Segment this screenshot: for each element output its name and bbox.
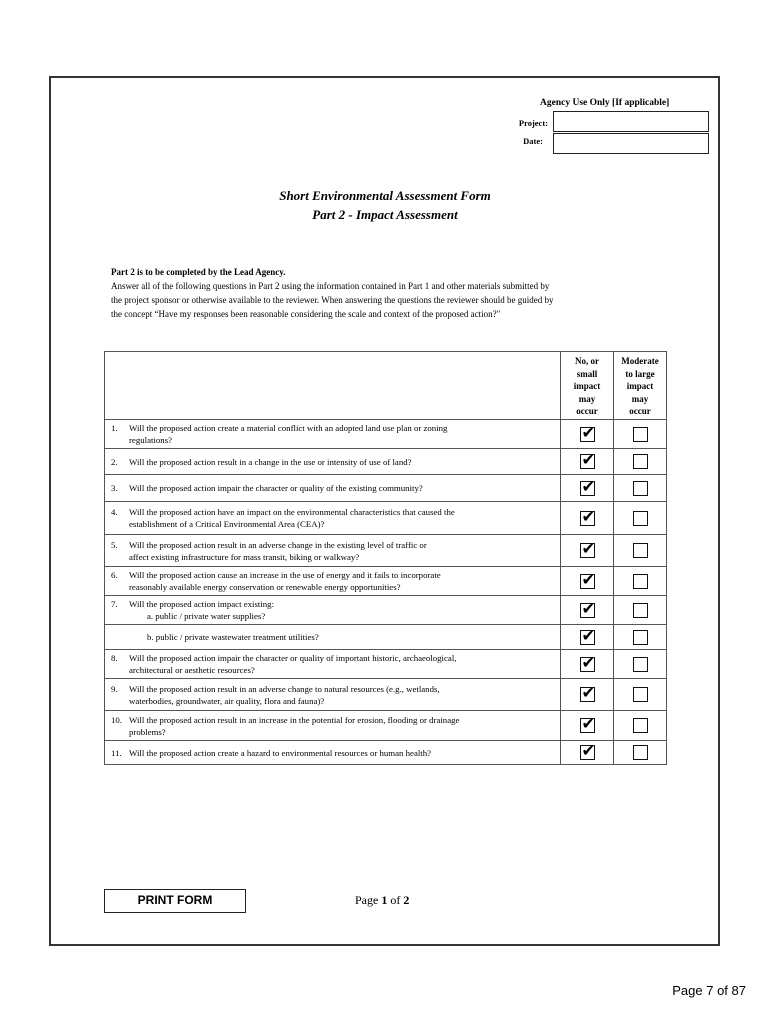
no-small-impact-checkbox-cell (561, 650, 614, 679)
question-text-cell (105, 741, 561, 765)
moderate-large-impact-checkbox-cell (614, 449, 667, 475)
no-small-impact-checkbox[interactable] (580, 506, 595, 526)
question-header-cell (105, 352, 561, 420)
checkmark-icon: ✔ (581, 506, 595, 526)
moderate-large-impact-checkbox-cell (614, 567, 667, 596)
question-number: 11. (111, 747, 122, 758)
table-row (105, 650, 667, 679)
table-row (105, 420, 667, 449)
checkmark-icon: ✔ (581, 714, 595, 733)
no-small-impact-checkbox[interactable] (580, 539, 595, 558)
checkmark-icon: ✔ (581, 450, 595, 469)
table-row (105, 567, 667, 596)
moderate-large-impact-checkbox-cell (614, 679, 667, 711)
date-field[interactable] (553, 133, 709, 154)
col-no-small-header: No, or small impact may occur (561, 352, 614, 420)
question-number: 9. (111, 683, 118, 694)
question-text: regulations? (129, 435, 172, 445)
intro-line-3: the concept “Have my responses been reasonable considering the scale and context of the proposed action?" (111, 309, 501, 319)
form-page-number: Page 1 of 2 (355, 893, 410, 907)
moderate-large-impact-checkbox[interactable] (633, 543, 648, 558)
no-small-impact-checkbox-cell (561, 535, 614, 567)
question-text-cell (105, 596, 561, 625)
table-row (105, 449, 667, 475)
moderate-large-impact-checkbox[interactable] (633, 427, 648, 442)
moderate-large-impact-checkbox[interactable] (633, 511, 648, 526)
form-subtitle: Part 2 - Impact Assessment (312, 207, 458, 222)
date-label: Date: (523, 136, 543, 146)
question-text: Will the proposed action result in a change in the use or intensity of use of land? (129, 456, 412, 467)
question-text: waterbodies, groundwater, air quality, flora and fauna)? (129, 695, 325, 706)
checkmark-icon: ✔ (581, 598, 595, 618)
question-subitem: b. public / private wastewater treatment utilities? (147, 632, 319, 642)
no-small-impact-checkbox-cell (561, 420, 614, 449)
moderate-large-impact-checkbox[interactable] (633, 630, 648, 645)
no-small-impact-checkbox[interactable] (580, 422, 595, 442)
no-small-impact-checkbox-cell (561, 711, 614, 741)
question-text: affect existing infrastructure for mass transit, biking or walkway? (129, 551, 360, 562)
checkmark-icon: ✔ (581, 652, 595, 672)
question-text: Will the proposed action create a hazard to environmental resources or human health? (129, 747, 432, 758)
question-text: Will the proposed action result in an adverse change to natural resources (e.g., wetlands, (129, 683, 440, 694)
no-small-impact-checkbox-cell (561, 596, 614, 625)
question-text: Will the proposed action have an impact on the environmental characteristics that caused the (129, 507, 455, 517)
table-header-row (105, 352, 667, 420)
no-small-impact-checkbox[interactable] (580, 741, 595, 760)
no-small-impact-checkbox[interactable] (580, 683, 595, 702)
table-row (105, 535, 667, 567)
moderate-large-impact-checkbox-cell (614, 535, 667, 567)
question-text-cell (105, 650, 561, 679)
moderate-large-impact-checkbox[interactable] (633, 481, 648, 496)
table-row (105, 625, 667, 650)
table-row (105, 502, 667, 535)
moderate-large-impact-checkbox[interactable] (633, 574, 648, 589)
checkmark-icon: ✔ (581, 741, 595, 760)
project-label: Project: (518, 118, 548, 128)
no-small-impact-checkbox-cell (561, 475, 614, 502)
moderate-large-impact-checkbox[interactable] (633, 687, 648, 702)
moderate-large-impact-checkbox-cell (614, 420, 667, 449)
table-row (105, 741, 667, 765)
no-small-impact-checkbox-cell (561, 625, 614, 650)
question-number: 3. (111, 483, 118, 493)
table-row (105, 711, 667, 741)
no-small-impact-checkbox-cell (561, 449, 614, 475)
question-text-cell (105, 475, 561, 502)
question-number (111, 581, 129, 593)
checkmark-icon: ✔ (581, 683, 595, 702)
question-text: establishment of a Critical Environmental Area (CEA)? (129, 519, 325, 529)
question-number (111, 518, 129, 530)
question-text: Will the proposed action impair the character or quality of the existing community? (129, 483, 423, 493)
question-text-cell (105, 502, 561, 535)
moderate-large-impact-checkbox[interactable] (633, 603, 648, 618)
question-number (111, 695, 129, 707)
no-small-impact-checkbox-cell (561, 502, 614, 535)
question-number: 1. (111, 423, 118, 433)
moderate-large-impact-checkbox-cell (614, 502, 667, 535)
question-text: Will the proposed action impair the character or quality of important historic, archaeological, (129, 653, 457, 663)
no-small-impact-checkbox[interactable] (580, 625, 595, 645)
moderate-large-impact-checkbox-cell (614, 625, 667, 650)
question-text-cell (105, 535, 561, 567)
no-small-impact-checkbox[interactable] (580, 652, 595, 672)
project-field[interactable] (553, 111, 709, 132)
question-text-cell (105, 449, 561, 475)
question-number: 4. (111, 507, 118, 517)
moderate-large-impact-checkbox-cell (614, 741, 667, 765)
table-row (105, 596, 667, 625)
no-small-impact-checkbox-cell (561, 679, 614, 711)
no-small-impact-checkbox[interactable] (580, 598, 595, 618)
question-subitem: a. public / private water supplies? (147, 611, 266, 621)
moderate-large-impact-checkbox[interactable] (633, 745, 648, 760)
question-number: 6. (111, 570, 118, 580)
intro-line-2: the project sponsor or otherwise available to the reviewer. When answering the questions the reviewer should be guided by (111, 295, 554, 305)
question-text-cell (105, 625, 561, 650)
moderate-large-impact-checkbox[interactable] (633, 718, 648, 733)
question-text: Will the proposed action cause an increase in the use of energy and it fails to incorporate (129, 570, 441, 580)
checkmark-icon: ✔ (581, 476, 595, 496)
moderate-large-impact-checkbox-cell (614, 475, 667, 502)
question-number (111, 434, 129, 446)
form-title: Short Environmental Assessment Form (279, 188, 491, 203)
question-number (111, 551, 129, 563)
question-text-cell (105, 679, 561, 711)
checkmark-icon: ✔ (581, 625, 595, 645)
checkmark-icon: ✔ (581, 539, 595, 558)
question-text: architectural or aesthetic resources? (129, 665, 255, 675)
col-moderate-large-header: Moderate to large impact may occur (614, 352, 667, 420)
moderate-large-impact-checkbox[interactable] (633, 454, 648, 469)
question-number: 10. (111, 714, 122, 725)
question-number: 5. (111, 539, 118, 550)
question-text-cell (105, 420, 561, 449)
no-small-impact-checkbox[interactable] (580, 714, 595, 733)
question-number (111, 664, 129, 676)
question-text-cell (105, 711, 561, 741)
question-number (111, 726, 129, 738)
agency-use-title: Agency Use Only [If applicable] (540, 98, 670, 108)
question-text: Will the proposed action result in an increase in the potential for erosion, flooding or drainage (129, 714, 460, 725)
moderate-large-impact-checkbox-cell (614, 650, 667, 679)
impact-questions-table (104, 351, 667, 765)
moderate-large-impact-checkbox-cell (614, 596, 667, 625)
no-small-impact-checkbox-cell (561, 741, 614, 765)
table-row (105, 475, 667, 502)
question-text: Will the proposed action result in an adverse change in the existing level of traffic or (129, 539, 427, 550)
no-small-impact-checkbox[interactable] (580, 450, 595, 469)
question-rows (105, 420, 667, 765)
question-number: 2. (111, 456, 118, 467)
question-number: 8. (111, 653, 118, 663)
table-row (105, 679, 667, 711)
moderate-large-impact-checkbox[interactable] (633, 657, 648, 672)
intro-line-1: Answer all of the following questions in Part 2 using the information contained in Part 1 and other materials submitted by (111, 281, 550, 291)
question-number: 7. (111, 599, 118, 609)
checkmark-icon: ✔ (581, 422, 595, 442)
no-small-impact-checkbox[interactable] (580, 476, 595, 496)
intro-heading: Part 2 is to be completed by the Lead Agency. (111, 267, 286, 277)
document-page-number: Page 7 of 87 (672, 983, 746, 998)
question-text: reasonably available energy conservation or renewable energy opportunities? (129, 582, 401, 592)
question-text: Will the proposed action create a material conflict with an adopted land use plan or zoning (129, 423, 448, 433)
no-small-impact-checkbox[interactable] (580, 569, 595, 589)
checkmark-icon: ✔ (581, 569, 595, 589)
moderate-large-impact-checkbox-cell (614, 711, 667, 741)
no-small-impact-checkbox-cell (561, 567, 614, 596)
question-text-cell (105, 567, 561, 596)
question-text: problems? (129, 726, 166, 737)
question-text: Will the proposed action impact existing: (129, 599, 275, 609)
print-form-button[interactable]: PRINT FORM (104, 889, 246, 913)
